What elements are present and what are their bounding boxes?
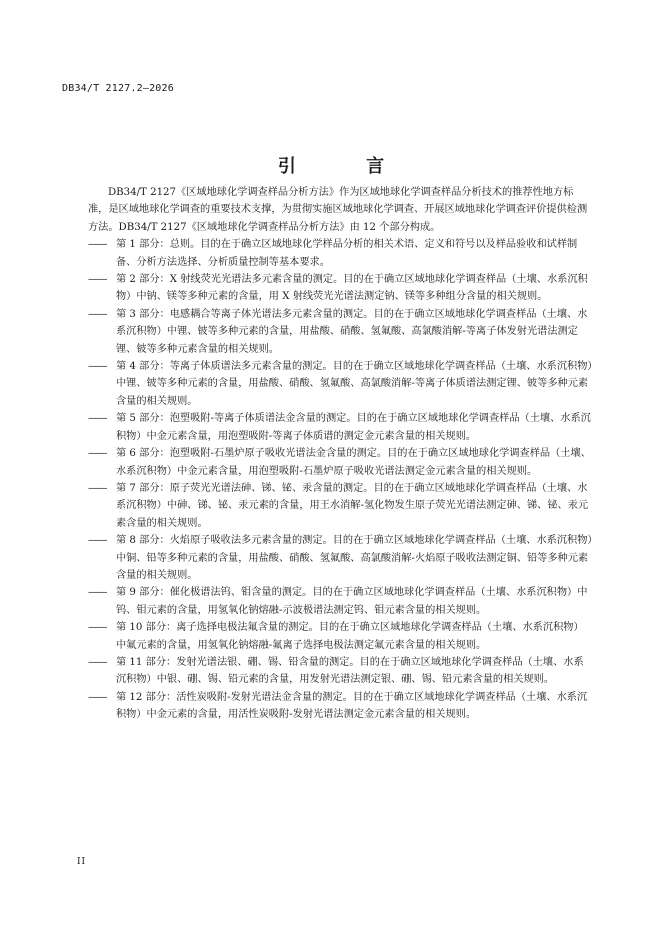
part-text: 第 9 部分：催化极谱法钨、钼含量的测定。目的在于确立区域地球化学调查样品（土壤、水系沉积物）中钨、钼元素的含量，用氢氧化钠熔融-示波极谱法测定钨、钼元素含量的相关规则。 (116, 587, 588, 616)
part-text: 第 2 部分：X 射线荧光光谱法多元素含量的测定。目的在于确立区域地球化学调查样品（土壤、水系沉积物）中钠、镁等多种元素的含量，用 X 射线荧光光谱法测定钠、镁等多种组分含量的相关规则。 (116, 274, 588, 303)
list-dash: —— (88, 482, 107, 494)
list-dash: —— (88, 308, 107, 320)
list-item (88, 689, 593, 724)
list-item (88, 445, 593, 480)
list-dash: —— (88, 691, 107, 703)
page-title: 引 言 (277, 156, 417, 178)
list-dash: —— (88, 239, 107, 251)
list-dash: —— (88, 622, 107, 634)
list-item (88, 532, 593, 584)
list-item (88, 236, 593, 271)
part-text: 第 5 部分：泡塑吸附-等离子体质谱法金含量的测定。目的在于确立区域地球化学调查样品（土壤、水系沉积物）中金元素含量，用泡塑吸附-等离子体质谱的测定金元素含量的相关规则。 (116, 413, 591, 442)
part-text: 第 6 部分：泡塑吸附-石墨炉原子吸收光谱法金含量的测定。目的在于确立区域地球化学调查样品（土壤、水系沉积物）中金元素含量，用泡塑吸附-石墨炉原子吸收光谱法测定金元素含量的相关规则。 (116, 448, 591, 477)
part-text: 第 3 部分：电感耦合等离子体光谱法多元素含量的测定。目的在于确立区域地球化学调查样品（土壤、水系沉积物）中锂、铍等多种元素的含量，用盐酸、硝酸、氢氟酸、高氯酸消解-等离子体发射光谱法测定锂、铍等多种元素含量的相关规则。 (116, 308, 588, 355)
part-text: 第 10 部分：离子选择电极法氟含量的测定。目的在于确立区域地球化学调查样品（土壤、水系沉积物）中氟元素的含量，用氢氧化钠熔融-氟离子选择电极法测定氟元素含量的相关规则。 (116, 622, 584, 651)
list-item (88, 358, 593, 410)
list-dash: —— (88, 361, 107, 373)
part-text: 第 7 部分：原子荧光光谱法砷、锑、铋、汞含量的测定。目的在于确立区域地球化学调查样品（土壤、水系沉积物）中砷、锑、铋、汞元素的含量，用王水消解-氢化物发生原子荧光光谱法测定砷、锑、铋、汞元素含量的相关规则。 (116, 482, 589, 529)
list-dash: —— (88, 656, 107, 668)
document-body (88, 184, 593, 724)
page-number: II (77, 857, 87, 867)
part-text: 第 11 部分：发射光谱法银、硼、锡、铅含量的测定。目的在于确立区域地球化学调查样品（土壤、水系沉积物）中银、硼、锡、铅元素的含量，用发射光谱法测定银、硼、锡、铅元素含量的相关规则。 (116, 656, 584, 686)
list-item (88, 410, 593, 445)
list-item (88, 306, 593, 358)
list-dash: —— (88, 535, 107, 547)
list-item (88, 271, 593, 306)
list-item (88, 619, 593, 654)
part-text: 第 1 部分：总则。目的在于确立区域地球化学样品分析的相关术语、定义和符号以及样品验收和试样制备、分析方法选择、分析质量控制等基本要求。 (116, 239, 578, 268)
list-item (88, 480, 593, 532)
list-dash: —— (88, 448, 107, 460)
intro-paragraph: DB34/T 2127《区域地球化学调查样品分析方法》作为区域地球化学调查样品分析技术的推荐性地方标准，是区域地球化学调查的重要技术支撑，为贯彻实施区域地球化学调查、开展区域地球化学调查评价提供检测方法。DB34/T 2127《区域地球化学调查样品分析方法》由 12 个部分构成。 (88, 187, 588, 233)
list-item (88, 584, 593, 619)
parts-list (88, 236, 593, 723)
list-dash: —— (88, 587, 107, 599)
list-dash: —— (88, 413, 107, 425)
standard-header: DB34/T 2127.2—2026 (62, 83, 174, 94)
part-text: 第 12 部分：活性炭吸附-发射光谱法金含量的测定。目的在于确立区域地球化学调查样品（土壤、水系沉积物）中金元素的含量，用活性炭吸附-发射光谱法测定金元素含量的相关规则。 (116, 691, 588, 721)
list-item (88, 654, 593, 689)
part-text: 第 8 部分：火焰原子吸收法多元素含量的测定。目的在于确立区域地球化学调查样品（土壤、水系沉积物）中铜、铅等多种元素的含量，用盐酸、硝酸、氢氟酸、高氯酸消解-火焰原子吸收法测定铜、铅等多种元素含量的相关规则。 (116, 535, 593, 581)
list-dash: —— (88, 274, 107, 286)
part-text: 第 4 部分：等离子体质谱法多元素含量的测定。目的在于确立区域地球化学调查样品（土壤、水系沉积物）中锂、铍等多种元素的含量，用盐酸、硝酸、氢氟酸、高氯酸消解-等离子体质谱法测定锂、铍等多种元素含量的相关规则。 (116, 361, 593, 407)
